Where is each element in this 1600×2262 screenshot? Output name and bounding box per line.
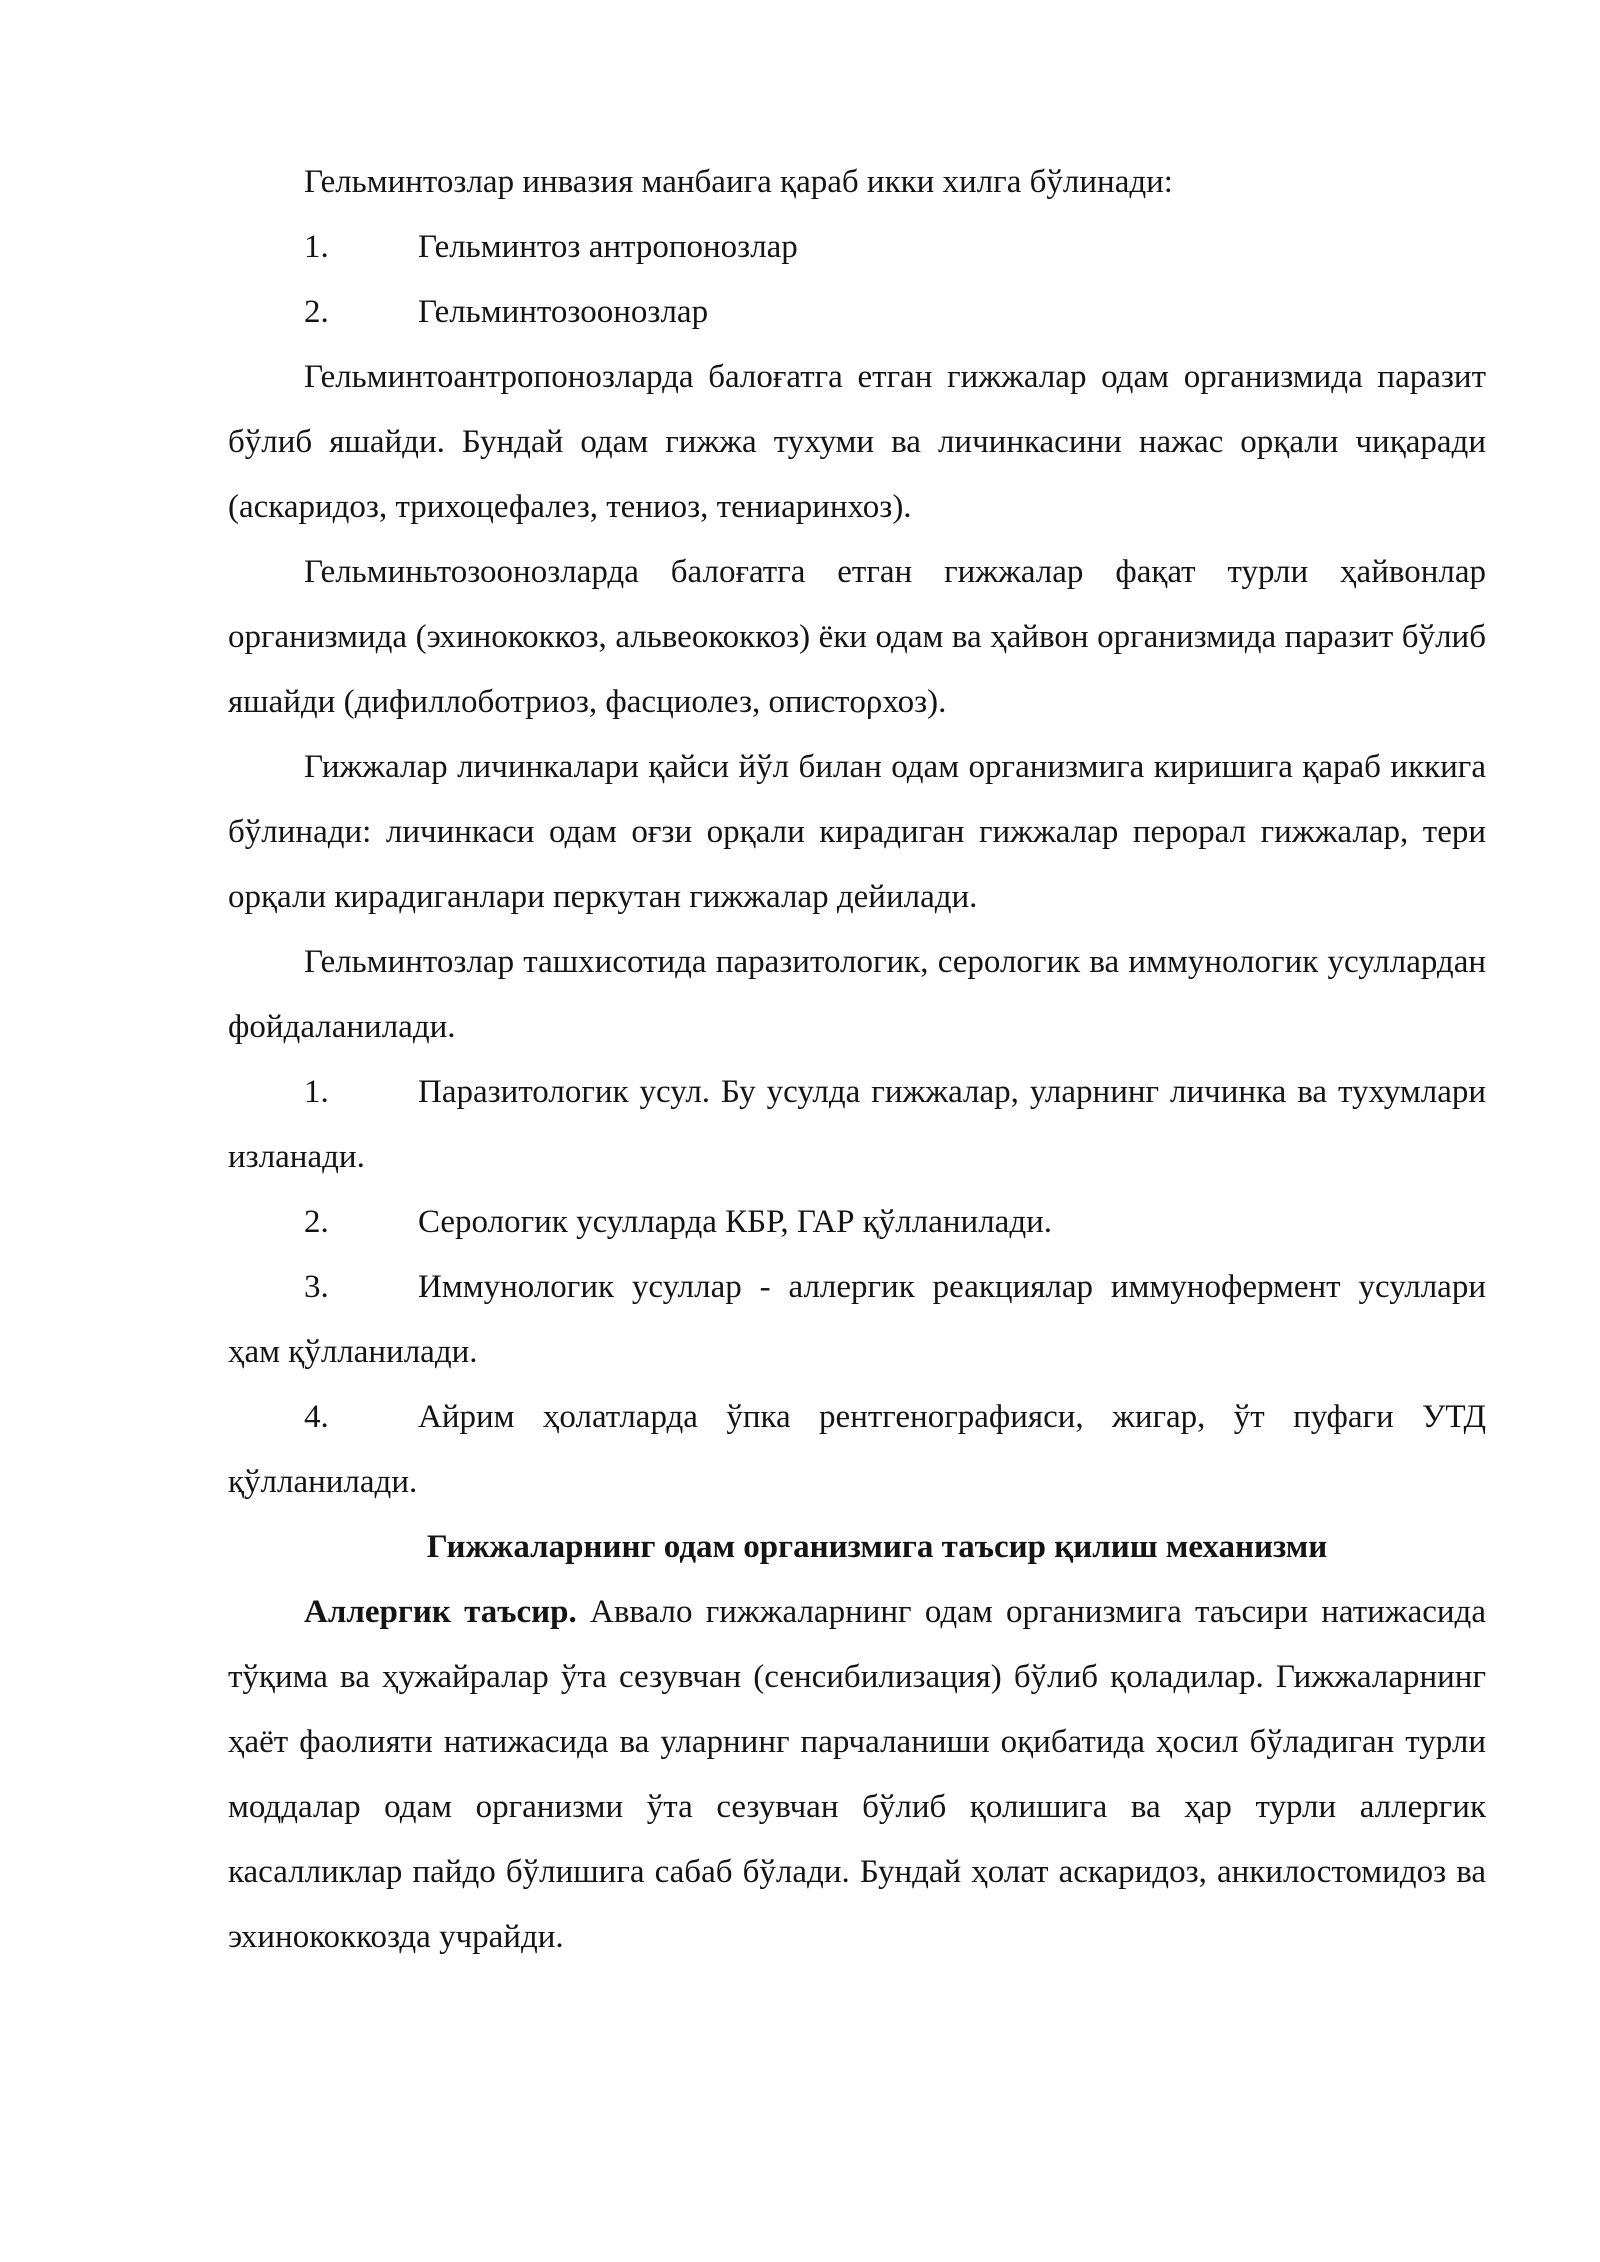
type-item-number: 1. [304, 229, 329, 265]
document-page [228, 150, 1486, 1970]
type-item [228, 280, 1486, 345]
diagnosis-paragraph: Гельминтозлар ташхисотида паразитологик, серологик ва иммунологик усуллардан фойдаланилади. [228, 944, 1486, 1045]
zoonoses-paragraph: Гельминьтозоонозларда балоғатга етган гижжалар фақат турли ҳайвонлар организмида (эхинококкоз, альвеококкоз) ёки одам ва ҳайвон организмида паразит бўлиб яшайди (дифиллоботриоз, фасциолез, опистορхоз). [228, 554, 1486, 720]
method-item-text: Айрим ҳолатларда ўпка рентгенографияси, жигар, ўт пуфаги УТД қўлланилади. [228, 1399, 1486, 1500]
type-item-number: 2. [304, 294, 329, 330]
allergic-effect-paragraph [228, 1580, 1486, 1970]
method-item-number: 2. [304, 1204, 329, 1240]
routes-paragraph: Гижжалар личинкалари қайси йўл билан одам организмига киришига қараб иккига бўлинади: личинкаси одам оғзи орқали кирадиган гижжалар перорал гижжалар, тери орқали кирадиганлари перкутан гижжалар дейилади. [228, 749, 1486, 915]
type-item-text: Гельминтоз антропонозлар [418, 229, 798, 265]
method-item [228, 1255, 1486, 1385]
method-item-text: Иммунологик усуллар - аллергик реакциялар иммунофермент усуллари ҳам қўлланилади. [228, 1269, 1486, 1370]
method-item [228, 1190, 1486, 1255]
anthroponoses-paragraph: Гельминтоантропонозларда балоғатга етган гижжалар одам организмида паразит бўлиб яшайди. Бундай одам гижжа тухуми ва личинкасини нажас орқали чиқаради (аскаридоз, трихоцефалез, тениоз, тениаринхоз). [228, 359, 1486, 525]
method-item-number: 4. [304, 1399, 329, 1435]
intro-paragraph: Гельминтозлар инвазия манбаига қараб икки хилга бўлинади: [304, 164, 1173, 200]
method-item-number: 1. [304, 1074, 329, 1110]
method-item [228, 1060, 1486, 1190]
section-heading: Гижжаларнинг одам организмига таъсир қилиш механизми [426, 1529, 1328, 1565]
type-item [228, 215, 1486, 280]
method-item-text: Серологик усулларда КБР, ГАР қўлланилади. [418, 1204, 1053, 1240]
type-item-text: Гельминтозоонозлар [418, 294, 709, 330]
method-item [228, 1385, 1486, 1515]
allergic-effect-text: Аввало гижжаларнинг одам организмига таъсири натижасида тўқима ва ҳужайралар ўта сезувчан (сенсибилизация) бўлиб қоладилар. Гижжаларнинг ҳаёт фаолияти натижасида ва уларнинг парчаланиши оқибатида ҳосил бўладиган турли моддалар одам организми ўта сезувчан бўлиб қолишига ва ҳар турли аллергик касалликлар пайдо бўлишига сабаб бўлади. Бундай ҳолат аскаридоз, анкилостомидоз ва эхинококкозда учрайди. [228, 1594, 1486, 1955]
allergic-effect-lead: Аллергик таъсир. [304, 1594, 577, 1630]
method-item-number: 3. [304, 1269, 329, 1305]
method-item-text: Паразитологик усул. Бу усулда гижжалар, уларнинг личинка ва тухумлари изланади. [228, 1074, 1486, 1175]
